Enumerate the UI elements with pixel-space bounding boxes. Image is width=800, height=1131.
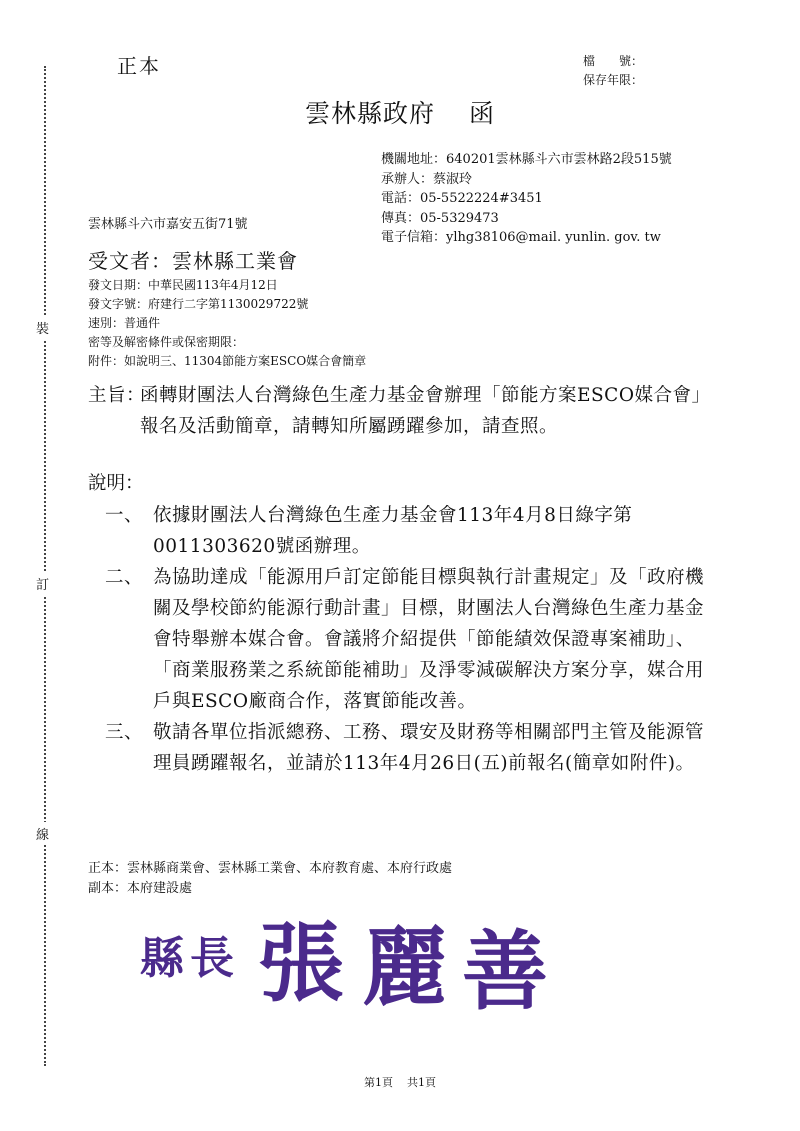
item-number: 三、 bbox=[105, 722, 144, 743]
signature-title-glyphs: 長 bbox=[190, 933, 234, 984]
agency-fax: 傳真：05-5329473 bbox=[381, 210, 499, 226]
copy-recipients: 副本：本府建設處 bbox=[88, 881, 193, 896]
file-number-label: 檔 號： bbox=[583, 54, 644, 68]
agency-email: 電子信箱：ylhg38106@mail. yunlin. gov. tw bbox=[381, 230, 661, 245]
explanation-item bbox=[105, 717, 718, 779]
explanation-items bbox=[105, 500, 718, 779]
explanation-item bbox=[105, 500, 718, 562]
title-agency: 雲林縣政府 bbox=[304, 99, 435, 128]
explanation-item bbox=[105, 562, 718, 717]
document-title bbox=[0, 94, 800, 130]
binding-mark-xian: 線 bbox=[36, 822, 49, 845]
file-meta bbox=[583, 52, 643, 90]
distribution-list bbox=[88, 859, 452, 899]
secrecy-terms: 密等及解密條件或保密期限： bbox=[88, 335, 245, 349]
recipient-address: 雲林縣斗六市嘉安五街71號 bbox=[88, 217, 248, 232]
copy-mark: 正本 bbox=[117, 54, 161, 78]
original-recipients: 正本：雲林縣商業會、雲林縣工業會、本府教育處、本府行政處 bbox=[88, 861, 453, 876]
item-text: 依據財團法人台灣綠色生產力基金會113年4月8日綠字第0011303620號函辦理。 bbox=[153, 505, 633, 557]
document-meta bbox=[88, 276, 366, 371]
agency-phone: 電話：05-5522224#3451 bbox=[381, 191, 543, 206]
issue-date: 發文日期：中華民國113年4月12日 bbox=[88, 278, 278, 292]
title-doc-type: 函 bbox=[469, 99, 496, 128]
speed-class: 速別：普通件 bbox=[88, 316, 161, 330]
subject-text: 函轉財團法人台灣綠色生產力基金會辦理「節能方案ESCO媒合會」報名及活動簡章，請轉知所屬踴躍參加，請查照。 bbox=[140, 385, 711, 437]
agency-handler: 承辦人：蔡淑玲 bbox=[381, 171, 473, 187]
item-number: 二、 bbox=[105, 567, 144, 588]
attachment-line: 附件：如說明三、11304節能方案ESCO媒合會簡章 bbox=[88, 354, 367, 368]
subject-section bbox=[88, 380, 718, 442]
page-footer bbox=[0, 1074, 800, 1090]
retention-label: 保存年限： bbox=[583, 73, 644, 87]
page-number: 第1頁 bbox=[364, 1076, 393, 1089]
item-number: 一、 bbox=[105, 505, 144, 526]
signature-name-glyph: 善 bbox=[462, 921, 548, 1022]
agency-info bbox=[381, 150, 672, 248]
binding-dotted-line bbox=[44, 66, 46, 1066]
receiver: 受文者：雲林縣工業會 bbox=[88, 249, 298, 273]
explanation-label: 說明： bbox=[88, 473, 144, 494]
document-number: 發文字號：府建行二字第1130029722號 bbox=[88, 297, 309, 311]
signature-name-glyph: 麗 bbox=[362, 917, 448, 1018]
signature-seal-image bbox=[140, 915, 560, 1025]
signature-title-glyphs: 縣 bbox=[140, 933, 184, 984]
item-text: 為協助達成「能源用戶訂定節能目標與執行計畫規定」及「政府機關及學校節約能源行動計畫」目標，財團法人台灣綠色生產力基金會特舉辦本媒合會。會議將介紹提供「節能績效保證專案補助」、「商業服務業之系統節能補助」及淨零減碳解決方案分享，媒合用戶與ESCO廠商合作，落實節能改善。 bbox=[153, 567, 705, 712]
binding-mark-zhuang: 裝 bbox=[36, 316, 49, 339]
agency-address: 機關地址：640201雲林縣斗六市雲林路2段515號 bbox=[381, 152, 672, 167]
subject-label: 主旨： bbox=[88, 385, 146, 406]
page-total: 共1頁 bbox=[407, 1076, 436, 1089]
signature-name-glyph: 張 bbox=[258, 915, 344, 1014]
item-text: 敬請各單位指派總務、工務、環安及財務等相關部門主管及能源管理員踴躍報名，並請於113年4月26日(五)前報名(簡章如附件)。 bbox=[153, 722, 705, 774]
magistrate-signature-stamp bbox=[140, 915, 560, 1025]
binding-mark-ding: 訂 bbox=[36, 572, 49, 595]
